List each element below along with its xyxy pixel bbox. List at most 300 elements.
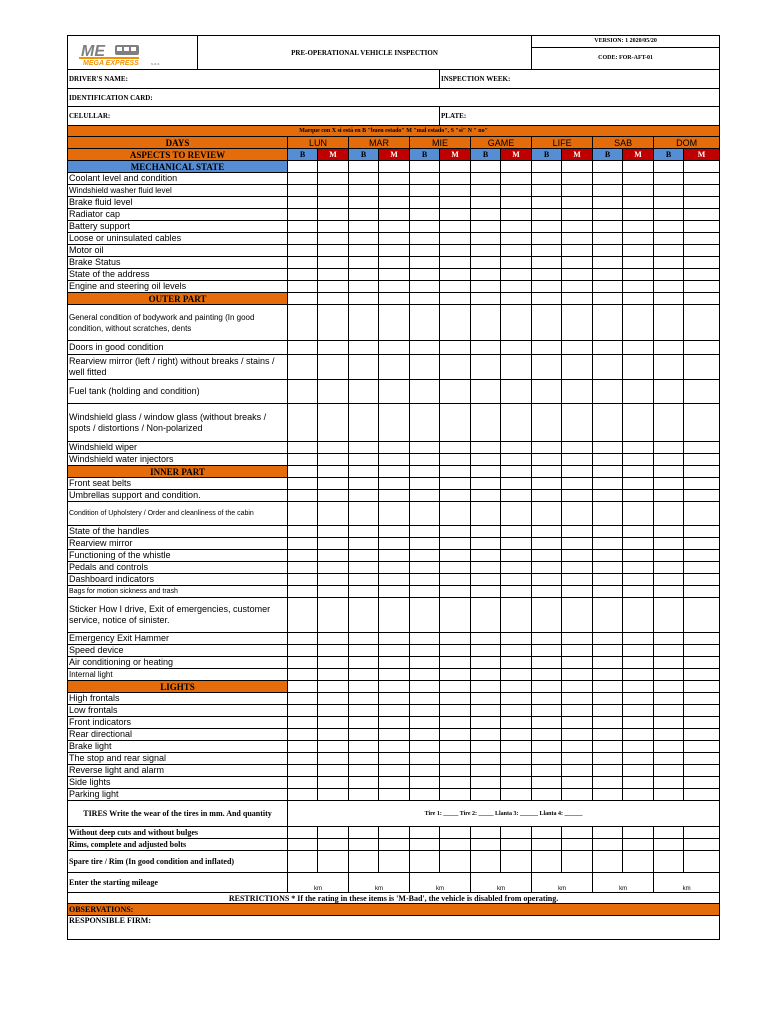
rating-checkbox[interactable] bbox=[440, 454, 471, 466]
rating-checkbox[interactable] bbox=[440, 753, 471, 765]
rating-checkbox[interactable] bbox=[623, 851, 654, 873]
rating-checkbox[interactable] bbox=[318, 173, 349, 185]
rating-checkbox[interactable] bbox=[593, 705, 623, 717]
rating-checkbox[interactable] bbox=[288, 197, 318, 209]
rating-checkbox[interactable] bbox=[532, 490, 562, 502]
rating-checkbox[interactable] bbox=[440, 380, 471, 404]
rating-checkbox[interactable] bbox=[623, 233, 654, 245]
rating-checkbox[interactable] bbox=[532, 633, 562, 645]
rating-checkbox[interactable] bbox=[349, 502, 379, 526]
rating-checkbox[interactable] bbox=[593, 765, 623, 777]
rating-checkbox[interactable] bbox=[684, 633, 720, 645]
rating-checkbox[interactable] bbox=[593, 245, 623, 257]
rating-checkbox[interactable] bbox=[440, 478, 471, 490]
rating-checkbox[interactable] bbox=[471, 586, 501, 598]
rating-checkbox[interactable] bbox=[532, 765, 562, 777]
rating-checkbox[interactable] bbox=[562, 765, 593, 777]
rating-checkbox[interactable] bbox=[379, 562, 410, 574]
rating-checkbox[interactable] bbox=[654, 355, 684, 380]
rating-checkbox[interactable] bbox=[379, 454, 410, 466]
rating-checkbox[interactable] bbox=[440, 633, 471, 645]
rating-checkbox[interactable] bbox=[471, 490, 501, 502]
rating-checkbox[interactable] bbox=[318, 221, 349, 233]
rating-checkbox[interactable] bbox=[593, 233, 623, 245]
rating-checkbox[interactable] bbox=[684, 765, 720, 777]
rating-checkbox[interactable] bbox=[623, 717, 654, 729]
rating-checkbox[interactable] bbox=[318, 741, 349, 753]
rating-checkbox[interactable] bbox=[379, 550, 410, 562]
rating-checkbox[interactable] bbox=[288, 562, 318, 574]
rating-checkbox[interactable] bbox=[623, 221, 654, 233]
rating-checkbox[interactable] bbox=[349, 209, 379, 221]
rating-checkbox[interactable] bbox=[532, 355, 562, 380]
rating-checkbox[interactable] bbox=[593, 633, 623, 645]
rating-checkbox[interactable] bbox=[562, 257, 593, 269]
mileage-input[interactable]: km bbox=[349, 873, 410, 893]
rating-checkbox[interactable] bbox=[501, 281, 532, 293]
rating-checkbox[interactable] bbox=[318, 197, 349, 209]
rating-checkbox[interactable] bbox=[623, 777, 654, 789]
rating-checkbox[interactable] bbox=[593, 355, 623, 380]
rating-checkbox[interactable] bbox=[654, 233, 684, 245]
rating-checkbox[interactable] bbox=[288, 765, 318, 777]
rating-checkbox[interactable] bbox=[593, 598, 623, 633]
rating-checkbox[interactable] bbox=[410, 197, 440, 209]
rating-checkbox[interactable] bbox=[379, 729, 410, 741]
rating-checkbox[interactable] bbox=[288, 355, 318, 380]
rating-checkbox[interactable] bbox=[562, 574, 593, 586]
rating-checkbox[interactable] bbox=[318, 777, 349, 789]
rating-checkbox[interactable] bbox=[440, 185, 471, 197]
rating-checkbox[interactable] bbox=[410, 851, 440, 873]
rating-checkbox[interactable] bbox=[654, 729, 684, 741]
mileage-input[interactable]: km bbox=[532, 873, 593, 893]
rating-checkbox[interactable] bbox=[349, 490, 379, 502]
rating-checkbox[interactable] bbox=[440, 851, 471, 873]
rating-checkbox[interactable] bbox=[684, 245, 720, 257]
rating-checkbox[interactable] bbox=[562, 355, 593, 380]
rating-checkbox[interactable] bbox=[379, 753, 410, 765]
rating-checkbox[interactable] bbox=[623, 281, 654, 293]
rating-checkbox[interactable] bbox=[471, 305, 501, 341]
rating-checkbox[interactable] bbox=[379, 269, 410, 281]
rating-checkbox[interactable] bbox=[440, 233, 471, 245]
rating-checkbox[interactable] bbox=[684, 729, 720, 741]
rating-checkbox[interactable] bbox=[532, 404, 562, 442]
rating-checkbox[interactable] bbox=[318, 245, 349, 257]
rating-checkbox[interactable] bbox=[379, 741, 410, 753]
rating-checkbox[interactable] bbox=[532, 598, 562, 633]
rating-checkbox[interactable] bbox=[654, 550, 684, 562]
rating-checkbox[interactable] bbox=[410, 526, 440, 538]
rating-checkbox[interactable] bbox=[410, 765, 440, 777]
rating-checkbox[interactable] bbox=[471, 478, 501, 490]
rating-checkbox[interactable] bbox=[410, 454, 440, 466]
rating-checkbox[interactable] bbox=[440, 442, 471, 454]
rating-checkbox[interactable] bbox=[440, 574, 471, 586]
rating-checkbox[interactable] bbox=[623, 598, 654, 633]
rating-checkbox[interactable] bbox=[532, 454, 562, 466]
rating-checkbox[interactable] bbox=[654, 245, 684, 257]
rating-checkbox[interactable] bbox=[471, 633, 501, 645]
rating-checkbox[interactable] bbox=[349, 693, 379, 705]
rating-checkbox[interactable] bbox=[501, 729, 532, 741]
rating-checkbox[interactable] bbox=[501, 705, 532, 717]
rating-checkbox[interactable] bbox=[410, 827, 440, 839]
rating-checkbox[interactable] bbox=[440, 586, 471, 598]
rating-checkbox[interactable] bbox=[471, 221, 501, 233]
rating-checkbox[interactable] bbox=[410, 705, 440, 717]
rating-checkbox[interactable] bbox=[410, 269, 440, 281]
rating-checkbox[interactable] bbox=[410, 550, 440, 562]
rating-checkbox[interactable] bbox=[562, 645, 593, 657]
rating-checkbox[interactable] bbox=[318, 789, 349, 801]
rating-checkbox[interactable] bbox=[562, 490, 593, 502]
rating-checkbox[interactable] bbox=[288, 538, 318, 550]
rating-checkbox[interactable] bbox=[440, 281, 471, 293]
rating-checkbox[interactable] bbox=[410, 233, 440, 245]
rating-checkbox[interactable] bbox=[562, 729, 593, 741]
rating-checkbox[interactable] bbox=[410, 839, 440, 851]
rating-checkbox[interactable] bbox=[288, 851, 318, 873]
rating-checkbox[interactable] bbox=[349, 233, 379, 245]
rating-checkbox[interactable] bbox=[593, 221, 623, 233]
rating-checkbox[interactable] bbox=[379, 404, 410, 442]
rating-checkbox[interactable] bbox=[410, 753, 440, 765]
rating-checkbox[interactable] bbox=[623, 355, 654, 380]
rating-checkbox[interactable] bbox=[532, 442, 562, 454]
rating-checkbox[interactable] bbox=[684, 281, 720, 293]
rating-checkbox[interactable] bbox=[532, 717, 562, 729]
rating-checkbox[interactable] bbox=[623, 645, 654, 657]
rating-checkbox[interactable] bbox=[532, 777, 562, 789]
rating-checkbox[interactable] bbox=[593, 257, 623, 269]
rating-checkbox[interactable] bbox=[562, 526, 593, 538]
rating-checkbox[interactable] bbox=[532, 305, 562, 341]
rating-checkbox[interactable] bbox=[684, 173, 720, 185]
rating-checkbox[interactable] bbox=[501, 233, 532, 245]
rating-checkbox[interactable] bbox=[440, 562, 471, 574]
rating-checkbox[interactable] bbox=[684, 442, 720, 454]
rating-checkbox[interactable] bbox=[593, 404, 623, 442]
rating-checkbox[interactable] bbox=[379, 478, 410, 490]
rating-checkbox[interactable] bbox=[623, 490, 654, 502]
rating-checkbox[interactable] bbox=[684, 257, 720, 269]
rating-checkbox[interactable] bbox=[318, 233, 349, 245]
rating-checkbox[interactable] bbox=[471, 257, 501, 269]
rating-checkbox[interactable] bbox=[379, 526, 410, 538]
rating-checkbox[interactable] bbox=[501, 753, 532, 765]
rating-checkbox[interactable] bbox=[501, 839, 532, 851]
rating-checkbox[interactable] bbox=[349, 454, 379, 466]
rating-checkbox[interactable] bbox=[684, 221, 720, 233]
rating-checkbox[interactable] bbox=[654, 257, 684, 269]
mileage-input[interactable]: km bbox=[654, 873, 720, 893]
rating-checkbox[interactable] bbox=[440, 741, 471, 753]
rating-checkbox[interactable] bbox=[623, 839, 654, 851]
rating-checkbox[interactable] bbox=[532, 586, 562, 598]
rating-checkbox[interactable] bbox=[349, 586, 379, 598]
rating-checkbox[interactable] bbox=[440, 839, 471, 851]
rating-checkbox[interactable] bbox=[654, 281, 684, 293]
rating-checkbox[interactable] bbox=[684, 538, 720, 550]
rating-checkbox[interactable] bbox=[501, 478, 532, 490]
rating-checkbox[interactable] bbox=[501, 598, 532, 633]
rating-checkbox[interactable] bbox=[654, 717, 684, 729]
rating-checkbox[interactable] bbox=[501, 741, 532, 753]
rating-checkbox[interactable] bbox=[288, 550, 318, 562]
tires-fields[interactable]: Tire 1: _____ Tire 2: _____ Llanta 3: ______ Llanta 4: ______ bbox=[288, 801, 720, 827]
rating-checkbox[interactable] bbox=[654, 197, 684, 209]
rating-checkbox[interactable] bbox=[654, 404, 684, 442]
rating-checkbox[interactable] bbox=[410, 562, 440, 574]
rating-checkbox[interactable] bbox=[654, 598, 684, 633]
rating-checkbox[interactable] bbox=[471, 839, 501, 851]
rating-checkbox[interactable] bbox=[593, 693, 623, 705]
rating-checkbox[interactable] bbox=[349, 257, 379, 269]
rating-checkbox[interactable] bbox=[593, 789, 623, 801]
rating-checkbox[interactable] bbox=[318, 538, 349, 550]
rating-checkbox[interactable] bbox=[623, 741, 654, 753]
rating-checkbox[interactable] bbox=[349, 765, 379, 777]
rating-checkbox[interactable] bbox=[349, 197, 379, 209]
rating-checkbox[interactable] bbox=[379, 380, 410, 404]
rating-checkbox[interactable] bbox=[532, 753, 562, 765]
rating-checkbox[interactable] bbox=[593, 526, 623, 538]
rating-checkbox[interactable] bbox=[532, 209, 562, 221]
rating-checkbox[interactable] bbox=[349, 562, 379, 574]
rating-checkbox[interactable] bbox=[654, 490, 684, 502]
rating-checkbox[interactable] bbox=[410, 355, 440, 380]
rating-checkbox[interactable] bbox=[440, 729, 471, 741]
rating-checkbox[interactable] bbox=[410, 502, 440, 526]
rating-checkbox[interactable] bbox=[410, 669, 440, 681]
rating-checkbox[interactable] bbox=[501, 380, 532, 404]
rating-checkbox[interactable] bbox=[349, 851, 379, 873]
rating-checkbox[interactable] bbox=[684, 502, 720, 526]
rating-checkbox[interactable] bbox=[349, 657, 379, 669]
rating-checkbox[interactable] bbox=[562, 269, 593, 281]
rating-checkbox[interactable] bbox=[501, 669, 532, 681]
rating-checkbox[interactable] bbox=[288, 717, 318, 729]
rating-checkbox[interactable] bbox=[532, 645, 562, 657]
rating-checkbox[interactable] bbox=[623, 257, 654, 269]
rating-checkbox[interactable] bbox=[654, 341, 684, 355]
rating-checkbox[interactable] bbox=[410, 490, 440, 502]
rating-checkbox[interactable] bbox=[562, 753, 593, 765]
rating-checkbox[interactable] bbox=[501, 693, 532, 705]
rating-checkbox[interactable] bbox=[410, 693, 440, 705]
rating-checkbox[interactable] bbox=[532, 550, 562, 562]
mileage-input[interactable]: km bbox=[593, 873, 654, 893]
rating-checkbox[interactable] bbox=[654, 741, 684, 753]
rating-checkbox[interactable] bbox=[593, 490, 623, 502]
rating-checkbox[interactable] bbox=[501, 257, 532, 269]
rating-checkbox[interactable] bbox=[410, 341, 440, 355]
rating-checkbox[interactable] bbox=[288, 269, 318, 281]
rating-checkbox[interactable] bbox=[349, 281, 379, 293]
rating-checkbox[interactable] bbox=[318, 827, 349, 839]
rating-checkbox[interactable] bbox=[532, 233, 562, 245]
rating-checkbox[interactable] bbox=[471, 281, 501, 293]
rating-checkbox[interactable] bbox=[349, 729, 379, 741]
rating-checkbox[interactable] bbox=[379, 827, 410, 839]
rating-checkbox[interactable] bbox=[623, 209, 654, 221]
rating-checkbox[interactable] bbox=[623, 669, 654, 681]
rating-checkbox[interactable] bbox=[532, 839, 562, 851]
rating-checkbox[interactable] bbox=[349, 221, 379, 233]
rating-checkbox[interactable] bbox=[501, 209, 532, 221]
rating-checkbox[interactable] bbox=[684, 705, 720, 717]
rating-checkbox[interactable] bbox=[501, 454, 532, 466]
rating-checkbox[interactable] bbox=[440, 526, 471, 538]
rating-checkbox[interactable] bbox=[349, 341, 379, 355]
rating-checkbox[interactable] bbox=[532, 827, 562, 839]
rating-checkbox[interactable] bbox=[623, 269, 654, 281]
rating-checkbox[interactable] bbox=[318, 341, 349, 355]
rating-checkbox[interactable] bbox=[532, 197, 562, 209]
rating-checkbox[interactable] bbox=[593, 209, 623, 221]
rating-checkbox[interactable] bbox=[562, 380, 593, 404]
rating-checkbox[interactable] bbox=[318, 185, 349, 197]
rating-checkbox[interactable] bbox=[410, 209, 440, 221]
rating-checkbox[interactable] bbox=[593, 380, 623, 404]
rating-checkbox[interactable] bbox=[471, 705, 501, 717]
rating-checkbox[interactable] bbox=[288, 380, 318, 404]
rating-checkbox[interactable] bbox=[379, 281, 410, 293]
rating-checkbox[interactable] bbox=[471, 442, 501, 454]
rating-checkbox[interactable] bbox=[471, 741, 501, 753]
rating-checkbox[interactable] bbox=[684, 777, 720, 789]
rating-checkbox[interactable] bbox=[501, 341, 532, 355]
rating-checkbox[interactable] bbox=[562, 633, 593, 645]
rating-checkbox[interactable] bbox=[349, 633, 379, 645]
rating-checkbox[interactable] bbox=[410, 598, 440, 633]
rating-checkbox[interactable] bbox=[623, 693, 654, 705]
rating-checkbox[interactable] bbox=[654, 209, 684, 221]
rating-checkbox[interactable] bbox=[562, 839, 593, 851]
rating-checkbox[interactable] bbox=[654, 454, 684, 466]
rating-checkbox[interactable] bbox=[318, 851, 349, 873]
rating-checkbox[interactable] bbox=[318, 717, 349, 729]
rating-checkbox[interactable] bbox=[593, 839, 623, 851]
rating-checkbox[interactable] bbox=[532, 341, 562, 355]
rating-checkbox[interactable] bbox=[318, 657, 349, 669]
rating-checkbox[interactable] bbox=[440, 550, 471, 562]
rating-checkbox[interactable] bbox=[440, 669, 471, 681]
rating-checkbox[interactable] bbox=[684, 717, 720, 729]
rating-checkbox[interactable] bbox=[501, 526, 532, 538]
rating-checkbox[interactable] bbox=[379, 173, 410, 185]
rating-checkbox[interactable] bbox=[379, 245, 410, 257]
rating-checkbox[interactable] bbox=[471, 777, 501, 789]
rating-checkbox[interactable] bbox=[562, 827, 593, 839]
responsible-firm-field[interactable]: RESPONSIBLE FIRM: bbox=[68, 916, 720, 940]
rating-checkbox[interactable] bbox=[410, 442, 440, 454]
rating-checkbox[interactable] bbox=[532, 562, 562, 574]
rating-checkbox[interactable] bbox=[440, 765, 471, 777]
rating-checkbox[interactable] bbox=[501, 305, 532, 341]
rating-checkbox[interactable] bbox=[562, 245, 593, 257]
rating-checkbox[interactable] bbox=[379, 669, 410, 681]
rating-checkbox[interactable] bbox=[318, 705, 349, 717]
rating-checkbox[interactable] bbox=[471, 197, 501, 209]
rating-checkbox[interactable] bbox=[379, 839, 410, 851]
rating-checkbox[interactable] bbox=[654, 705, 684, 717]
rating-checkbox[interactable] bbox=[684, 233, 720, 245]
mileage-input[interactable]: km bbox=[288, 873, 349, 893]
rating-checkbox[interactable] bbox=[471, 550, 501, 562]
rating-checkbox[interactable] bbox=[654, 380, 684, 404]
rating-checkbox[interactable] bbox=[318, 729, 349, 741]
rating-checkbox[interactable] bbox=[410, 305, 440, 341]
rating-checkbox[interactable] bbox=[593, 550, 623, 562]
rating-checkbox[interactable] bbox=[562, 173, 593, 185]
rating-checkbox[interactable] bbox=[593, 586, 623, 598]
rating-checkbox[interactable] bbox=[318, 586, 349, 598]
rating-checkbox[interactable] bbox=[349, 789, 379, 801]
rating-checkbox[interactable] bbox=[562, 341, 593, 355]
rating-checkbox[interactable] bbox=[501, 550, 532, 562]
rating-checkbox[interactable] bbox=[410, 657, 440, 669]
rating-checkbox[interactable] bbox=[501, 538, 532, 550]
rating-checkbox[interactable] bbox=[379, 598, 410, 633]
rating-checkbox[interactable] bbox=[379, 705, 410, 717]
rating-checkbox[interactable] bbox=[684, 669, 720, 681]
rating-checkbox[interactable] bbox=[288, 598, 318, 633]
rating-checkbox[interactable] bbox=[654, 586, 684, 598]
rating-checkbox[interactable] bbox=[349, 839, 379, 851]
rating-checkbox[interactable] bbox=[288, 404, 318, 442]
rating-checkbox[interactable] bbox=[349, 550, 379, 562]
rating-checkbox[interactable] bbox=[288, 777, 318, 789]
rating-checkbox[interactable] bbox=[318, 502, 349, 526]
rating-checkbox[interactable] bbox=[318, 442, 349, 454]
rating-checkbox[interactable] bbox=[379, 355, 410, 380]
rating-checkbox[interactable] bbox=[623, 562, 654, 574]
rating-checkbox[interactable] bbox=[623, 753, 654, 765]
rating-checkbox[interactable] bbox=[288, 705, 318, 717]
rating-checkbox[interactable] bbox=[684, 586, 720, 598]
rating-checkbox[interactable] bbox=[471, 717, 501, 729]
rating-checkbox[interactable] bbox=[288, 454, 318, 466]
rating-checkbox[interactable] bbox=[288, 341, 318, 355]
rating-checkbox[interactable] bbox=[318, 355, 349, 380]
rating-checkbox[interactable] bbox=[318, 269, 349, 281]
rating-checkbox[interactable] bbox=[288, 526, 318, 538]
rating-checkbox[interactable] bbox=[349, 753, 379, 765]
rating-checkbox[interactable] bbox=[410, 633, 440, 645]
rating-checkbox[interactable] bbox=[349, 526, 379, 538]
rating-checkbox[interactable] bbox=[410, 478, 440, 490]
rating-checkbox[interactable] bbox=[318, 257, 349, 269]
rating-checkbox[interactable] bbox=[684, 574, 720, 586]
rating-checkbox[interactable] bbox=[684, 657, 720, 669]
rating-checkbox[interactable] bbox=[654, 657, 684, 669]
rating-checkbox[interactable] bbox=[623, 305, 654, 341]
rating-checkbox[interactable] bbox=[623, 705, 654, 717]
rating-checkbox[interactable] bbox=[318, 281, 349, 293]
rating-checkbox[interactable] bbox=[288, 502, 318, 526]
rating-checkbox[interactable] bbox=[623, 185, 654, 197]
rating-checkbox[interactable] bbox=[593, 741, 623, 753]
rating-checkbox[interactable] bbox=[471, 245, 501, 257]
rating-checkbox[interactable] bbox=[379, 305, 410, 341]
rating-checkbox[interactable] bbox=[562, 598, 593, 633]
rating-checkbox[interactable] bbox=[623, 442, 654, 454]
rating-checkbox[interactable] bbox=[532, 705, 562, 717]
rating-checkbox[interactable] bbox=[349, 305, 379, 341]
